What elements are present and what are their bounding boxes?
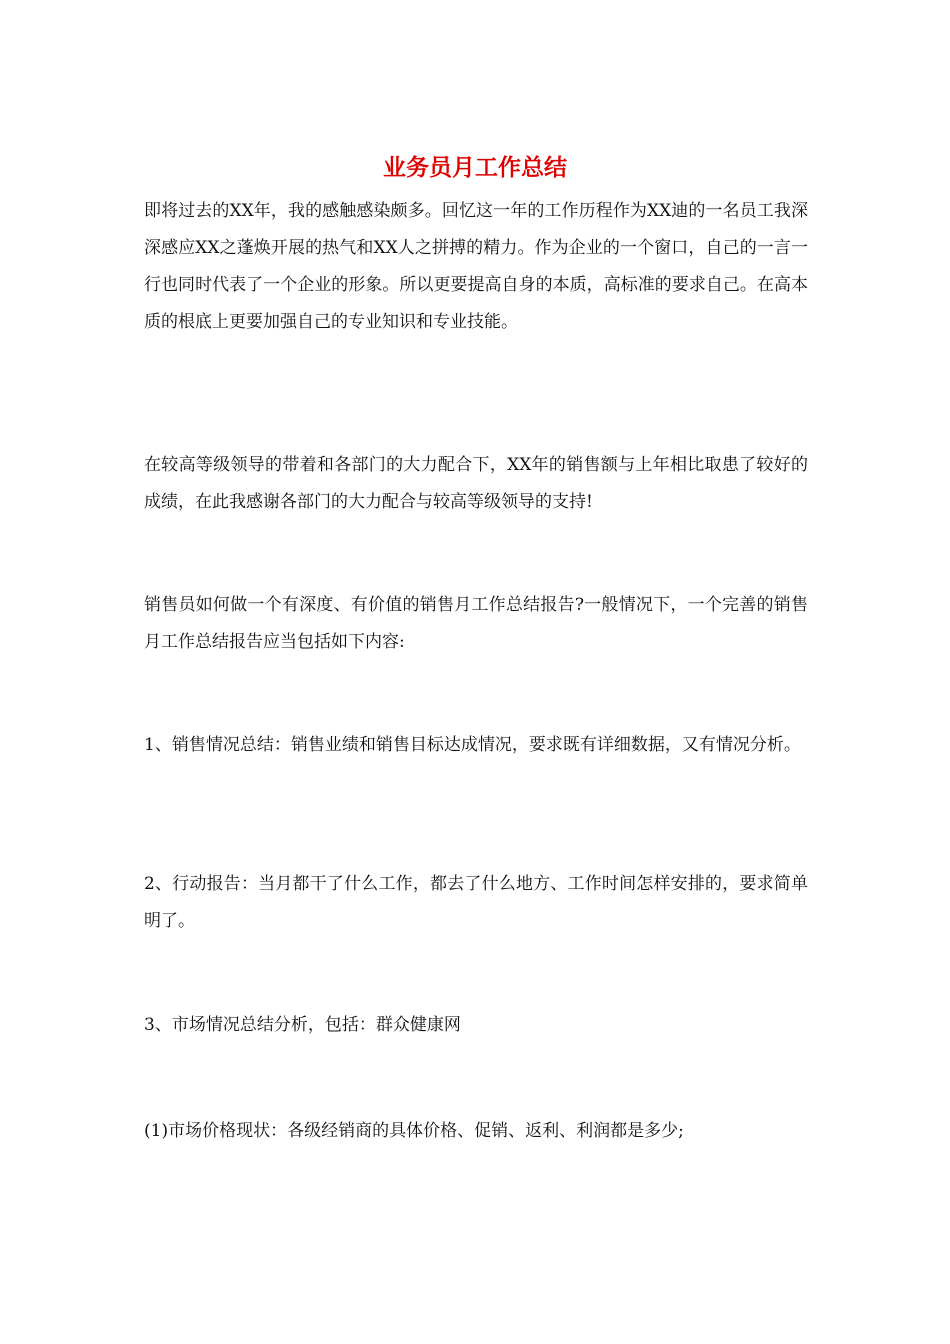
paragraph-intro: 即将过去的XX年，我的感触感染颇多。回忆这一年的工作历程作为XX迪的一名员工我深深感应XX之蓬焕开展的热气和XX人之拼搏的精力。作为企业的一个窗口，自己的一言一行也同时代表了一个企业的形象。所以更要提高自身的本质，高标准的要求自己。在高本质的根底上更要加强自己的专业知识和专业技能。 — [144, 201, 808, 332]
paragraph-thanks: 在较高等级领导的带着和各部门的大力配合下，XX年的销售额与上年相比取患了较好的成绩，在此我感谢各部门的大力配合与较高等级领导的支持! — [144, 455, 808, 512]
document-title: 业务员月工作总结 — [383, 154, 567, 181]
paragraph-report-contents: 销售员如何做一个有深度、有价值的销售月工作总结报告?一般情况下，一个完善的销售月工作总结报告应当包括如下内容: — [144, 595, 808, 652]
paragraph-subitem-market-price: (1)市场价格现状：各级经销商的具体价格、促销、返利、利润都是多少; — [144, 1121, 684, 1141]
paragraph-item-sales-summary: 1、销售情况总结：销售业绩和销售目标达成情况，要求既有详细数据，又有情况分析。 — [144, 735, 801, 755]
paragraph-item-action-report: 2、行动报告：当月都干了什么工作，都去了什么地方、工作时间怎样安排的，要求简单明了。 — [144, 874, 808, 931]
paragraph-item-market-analysis: 3、市场情况总结分析，包括：群众健康网 — [144, 1015, 461, 1035]
